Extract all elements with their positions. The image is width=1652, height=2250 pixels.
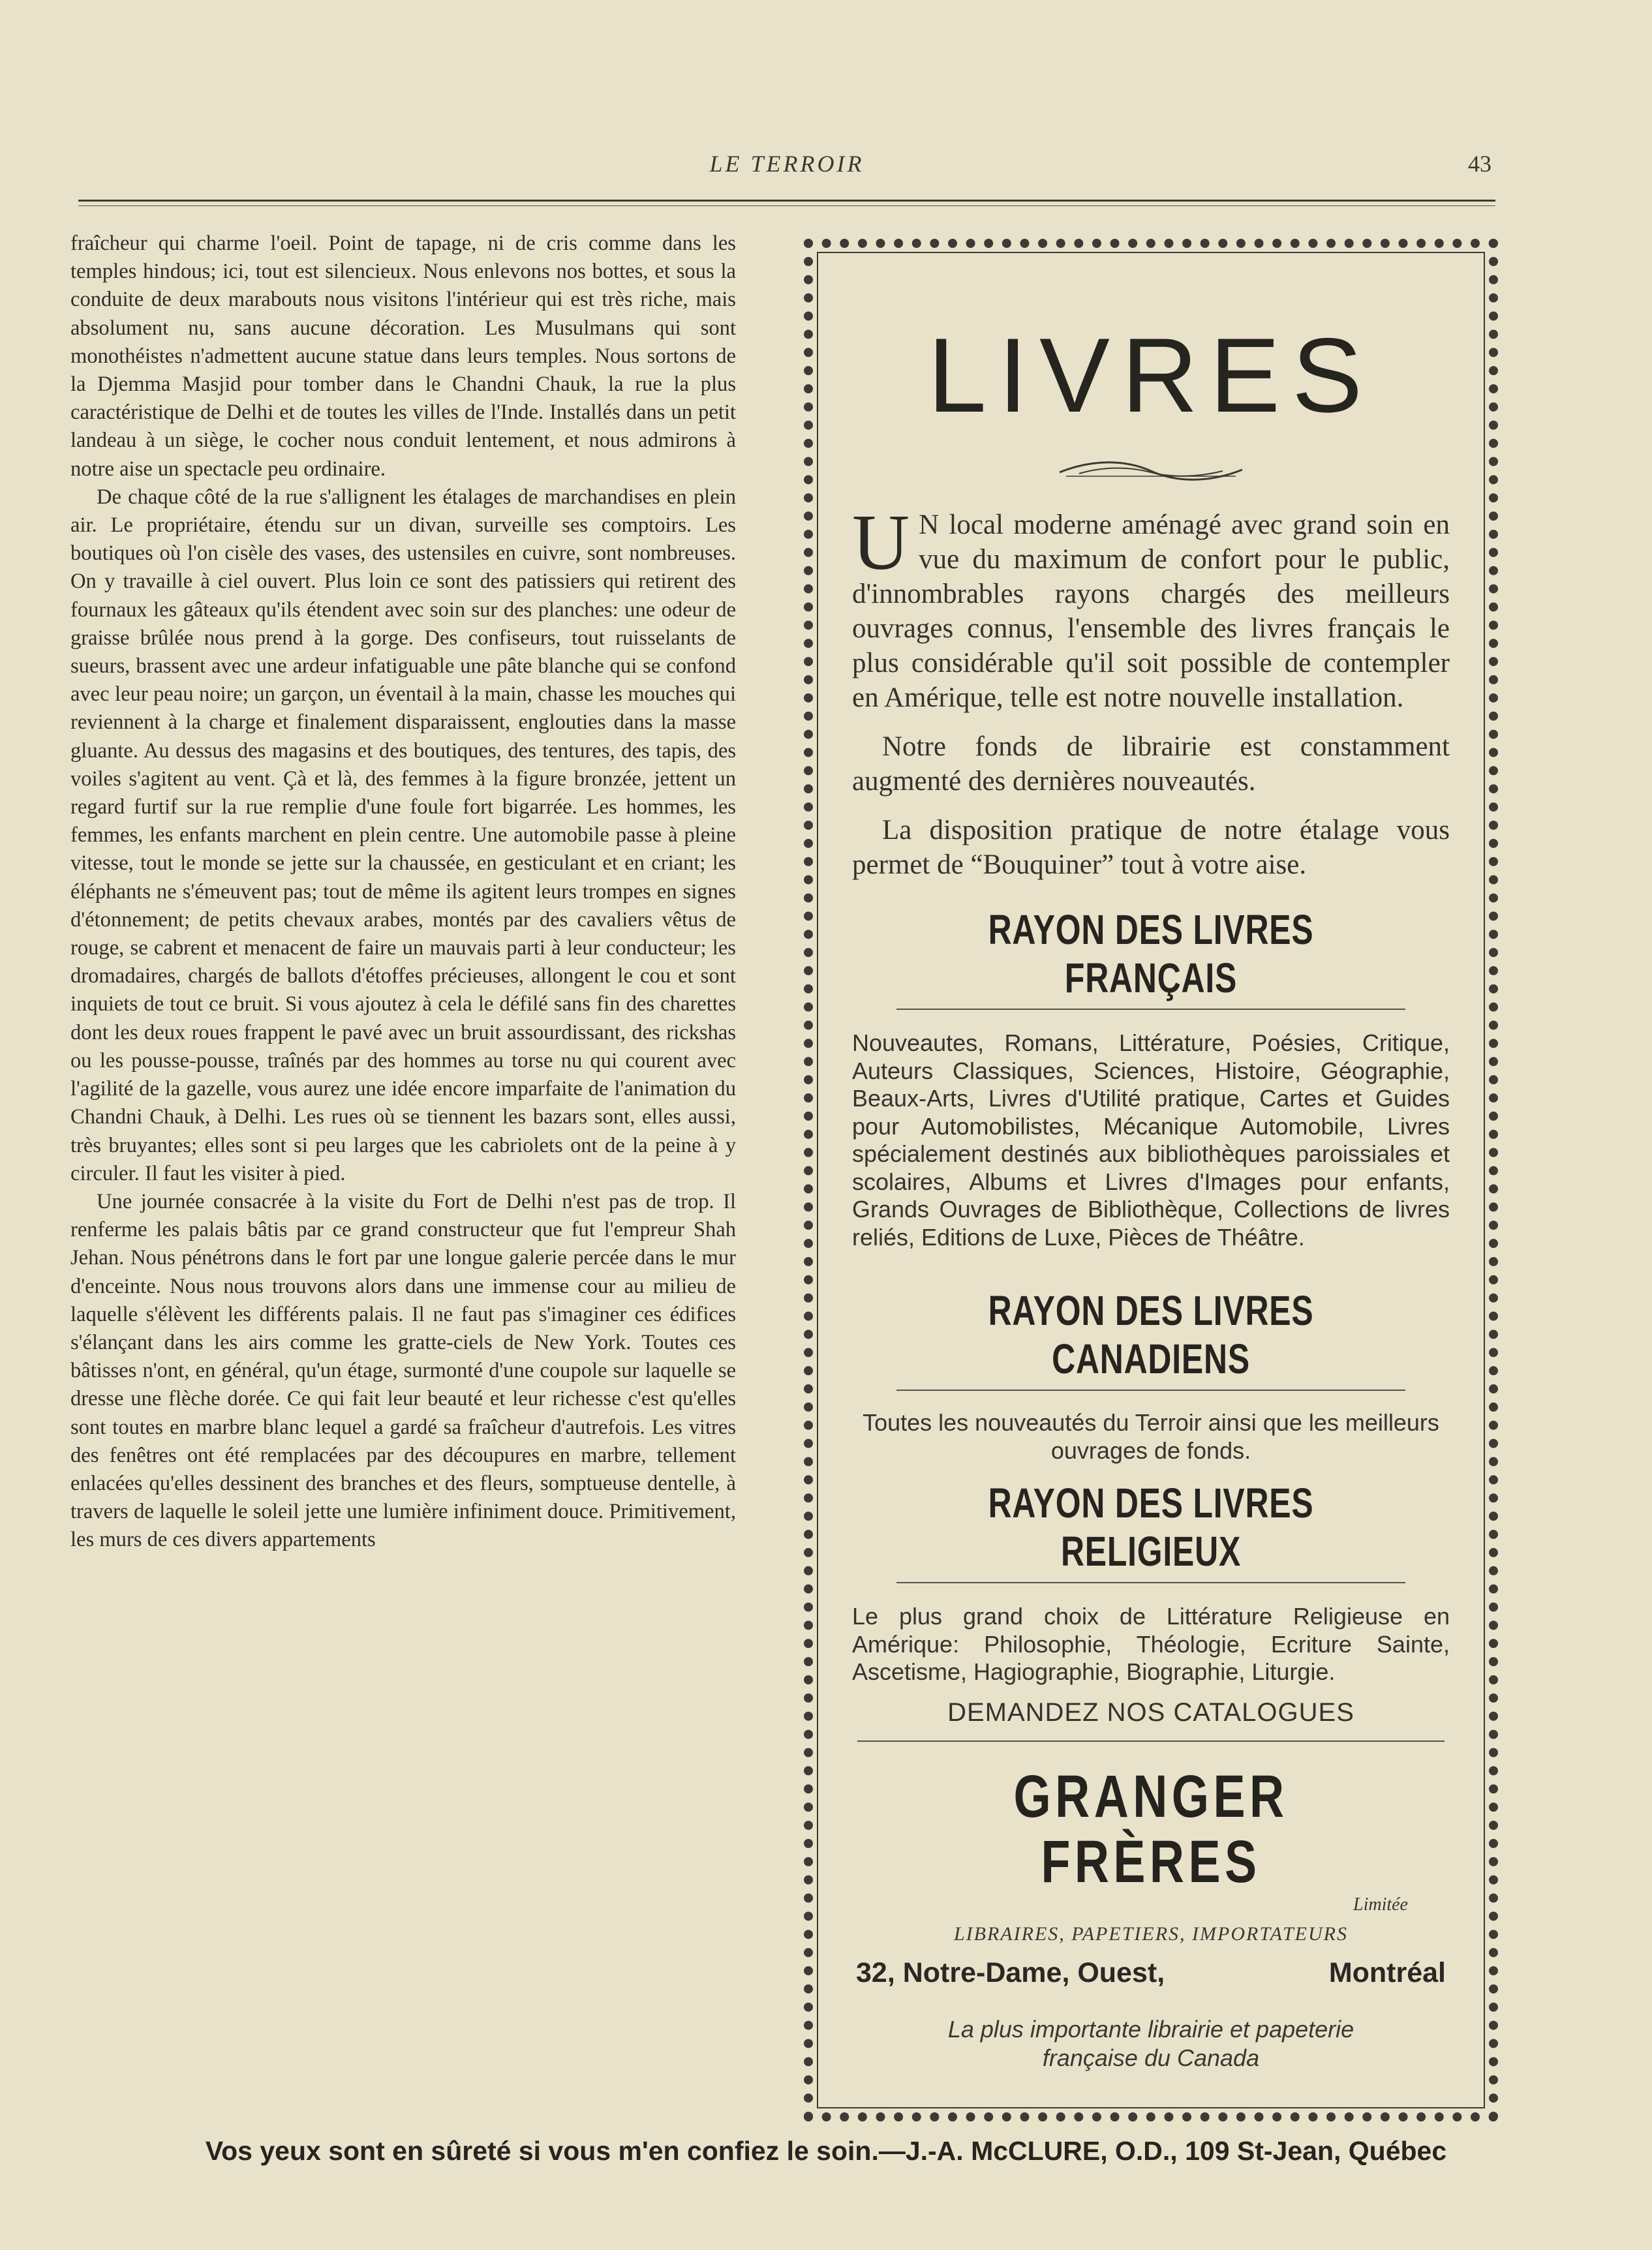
page-number: 43 [1468, 151, 1491, 177]
header-rule-thin [78, 205, 1495, 206]
company-address [852, 1957, 1450, 1989]
ad-intro-text: N local moderne aménagé avec grand soin en vue du maximum de confort pour le public, d'innombrables rayons chargés des meilleurs ouvrages connus, l'ensemble des livres français le plus considérable qu'il soit possible de contempler en Amérique, telle est notre nouvelle installation. [852, 509, 1450, 713]
running-title: LE TERROIR [709, 151, 864, 177]
company-name: GRANGER FRÈRES [1013, 1763, 1289, 1895]
bookstore-advertisement [804, 239, 1498, 2121]
catalogues-line: DEMANDEZ NOS CATALOGUES [947, 1697, 1354, 1727]
section-body-canadian: Toutes les nouveautés du Terroir ainsi que les meilleurs ouvrages de fonds. [863, 1409, 1439, 1464]
article-paragraph: Une journée consacrée à la visite du Fort de Delhi n'est pas de trop. Il renferme les palais bâtis par ce grand constructeur que fut l'empreur Shah Jehan. Nous pénétrons dans le fort par une longue galerie percée dans le mur d'enceinte. Nous nous trouvons alors dans une immense cour au milieu de laquelle s'élèvent les différents palais. Il ne faut pas s'imaginer ces édifices s'élançant dans les airs comme les gratte-ciels de New York. Toutes ces bâtisses n'ont, en général, qu'un étage, surmonté d'une coupole sur laquelle se dresse une flèche dorée. Ce qui fait leur beauté et leur richesse c'est qu'elles sont toutes en marbre blanc lequel a gardé sa fraîcheur d'autrefois. Les vitres des fenêtres ont été remplacées par des découpures en marbre, tellement enlacées qu'elles dessinent des branches et des fleurs, somptueuse dentelle, à travers de laquelle le soleil jette une lumière infiniment douce. Primitivement, les murs de ces divers appartements [70, 1189, 736, 1552]
section-title-religious: RAYON DES LIVRES RELIGIEUX [988, 1480, 1314, 1575]
article-column [70, 230, 736, 2125]
article-paragraph: De chaque côté de la rue s'allignent les étalages de marchandises en plein air. Le propriétaire, étendu sur un divan, surveille ses comptoirs. Les boutiques où l'on cisèle des vases, des ustensiles en cuivre, sont nombreuses. On y travaille à ciel ouvert. Plus loin ce sont des patissiers qui retirent des fournaux les gâteaux qu'ils étendent avec soin sur des planches: une odeur de graisse brûlée nous prend à la gorge. Des confiseurs, tout ruisselants de sueurs, brassent avec une ardeur infatiguable une pâte blanche qui se confond avec leur peau noire; un garçon, un éventail à la main, chasse les mouches qui reviennent à la charge et finalement disparaissent, englouties dans la masse gluante. Au dessus des magasins et des boutiques, des tentures, des tapis, des voiles s'agitent au vent. Çà et là, des femmes à la figure bronzée, jettent un regard furtif sur la rue remplie d'une foule fort bigarrée. Les hommes, les femmes, les enfants marchent en plein centre. Une automobile passe à pleine vitesse, tout le monde se jette sur la chaussée, en gesticulant et en criant; les éléphants ne s'émeuvent pas; tout de même ils agitent leurs trompes en signes d'étonnement; de petits chevaux arabes, montés par des cavaliers vêtus de rouge, se cabrent et menacent de faire un mauvais parti à leur conducteur; les dromadaires, chargés de ballots d'étoffes précieuses, allongent le cou et sont inquiets de tout ce bruit. Si vous ajoutez à cela le défilé sans fin des charettes dont les deux roues frappent le pavé avec un bruit assourdissant, des rickshas ou les pousse-pousse, traînés par des hommes au torse nu qui courent avec l'agilité de la gazelle, vous aurez une idée encore imparfaite de l'animation du Chandni Chauk, à Delhi. Les rues où se tiennent les bazars sont, elles aussi, très bruyantes; elles sont si peu larges que les cabriolets ont de la peine à y circuler. Il faut les visiter à pied. [70, 485, 736, 1185]
drop-cap: U [852, 498, 910, 586]
section-rule [896, 1009, 1405, 1010]
article-paragraph: fraîcheur qui charme l'oeil. Point de tapage, ni de cris comme dans les temples hindous; ici, tout est silencieux. Nous enlevons nos bottes, et sous la conduite de deux marabouts nous visitons l'intérieur qui est très riche, mais absolument nu, sans aucune décoration. Les Musulmans qui sont monothéistes n'admettent aucune statue dans leurs temples. Nous sortons de la Djemma Masjid pour tomber dans le Chandni Chauk, la rue la plus caractéristique de Delhi et de toutes les villes de l'Inde. Installés dans un petit landeau à un siège, le cocher nous conduit lentement, et nous admirons à notre aise un spectacle peu ordinaire. [70, 232, 736, 481]
page-header [78, 147, 1495, 180]
ad-paragraph: Notre fonds de librairie est constamment augmenté des dernières nouveautés. [852, 731, 1450, 797]
section-title-french: RAYON DES LIVRES FRANÇAIS [988, 906, 1314, 1001]
header-rule [78, 200, 1495, 202]
company-trades: LIBRAIRES, PAPETIERS, IMPORTATEURS [953, 1923, 1348, 1945]
company-limited: Limitée [1353, 1894, 1408, 1915]
company-tagline [852, 2015, 1450, 2073]
flourish-ornament [1053, 458, 1249, 484]
ad-intro [852, 498, 1450, 715]
ad-title: LIVRES [927, 316, 1375, 434]
street-address: 32, Notre-Dame, Ouest, [856, 1956, 1165, 1988]
section-body-religious: Le plus grand choix de Littérature Religieuse en Amérique: Philosophie, Théologie, Ecriture Sainte, Ascetisme, Hagiographie, Biographie, Liturgie. [852, 1603, 1450, 1685]
tagline-line: La plus importante librairie et papeterie [947, 2015, 1354, 2043]
advertisement-content [852, 287, 1450, 2086]
ad-paragraph: La disposition pratique de notre étalage vous permet de “Bouquiner” tout à votre aise. [852, 815, 1450, 880]
tagline-line: française du Canada [1042, 2044, 1260, 2071]
section-rule [857, 1741, 1445, 1742]
section-body-french: Nouveautes, Romans, Littérature, Poésies, Critique, Auteurs Classiques, Sciences, Histoire, Géographie, Beaux-Arts, Livres d'Utilité pratique, Cartes et Guides pour Automobilistes, Mécanique Automobile, Livres spécialement destinés aux bibliothèques paroissiales et scolaires, Albums et Livres d'Images pour enfants, Grands Ouvrages de Bibliothèque, Collections de livres reliés, Editions de Luxe, Pièces de Théâtre. [852, 1029, 1450, 1251]
section-title-canadian: RAYON DES LIVRES CANADIENS [988, 1287, 1314, 1382]
section-rule [896, 1582, 1405, 1583]
section-rule [896, 1390, 1405, 1391]
city: Montréal [1328, 1956, 1446, 1988]
footer-advertisement: Vos yeux sont en sûreté si vous m'en confiez le soin.—J.-A. McCLURE, O.D., 109 St-Jean, Québec [205, 2136, 1447, 2166]
